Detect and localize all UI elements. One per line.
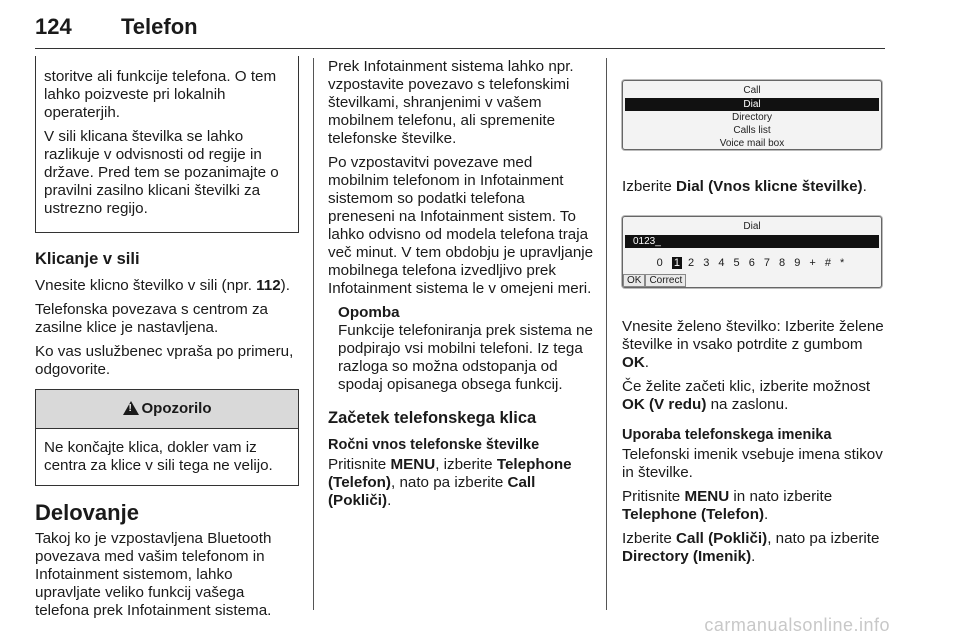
header-rule xyxy=(35,48,885,49)
dial-buttons xyxy=(623,274,686,287)
warning-icon xyxy=(123,401,139,415)
dial-number-entry: 0123_ xyxy=(625,235,879,248)
column-2 xyxy=(328,58,594,516)
warning-body: Ne končajte klica, dokler vam iz centra za klice v sili tega ne velijo. xyxy=(44,439,273,474)
menu-item-calls-list[interactable]: Calls list xyxy=(733,125,771,136)
paragraph-press-menu-2: Pritisnite MENU in nato izberite Telephone (Telefon). xyxy=(622,488,833,523)
screen-title: Call xyxy=(743,85,761,96)
column-divider-2 xyxy=(606,58,607,610)
paragraph-press-menu: Pritisnite MENU, izberite Telephone (Telefon), nato pa izberite Call (Pokliči). xyxy=(328,456,572,509)
dial-screen xyxy=(622,216,882,288)
paragraph-answer: Ko vas uslužbenec vpraša po primeru, odgovorite. xyxy=(35,343,294,378)
page-number: 124 xyxy=(35,14,72,39)
paragraph-transfer: Po vzpostavitvi povezave med mobilnim telefonom in Infotainment sistemom so podatki telefona preneseni na Infotainment sistem. To lahko odvisno od modela telefona traja več minut. V tem obdobju je upravljanje mobilnega telefona izvedljivo prek Infotainment sistema le v omejeni meri. xyxy=(328,154,594,297)
box-paragraph-2: V sili klicana številka se lahko razlikuje v odvisnosti od regije in države. Pred tem se pozanimajte o pravilni zasilno klicani številki za ustrezno regijo. xyxy=(44,128,279,217)
correct-button[interactable]: Correct xyxy=(645,274,686,287)
note-block xyxy=(338,304,594,394)
selected-digit[interactable]: 1 xyxy=(673,257,680,269)
page-header xyxy=(35,14,885,48)
warning-box xyxy=(35,389,299,486)
column-divider-1 xyxy=(313,58,314,610)
box-paragraph-1: storitve ali funkcije telefona. O tem lahko poizveste pri lokalnih operaterjih. xyxy=(44,68,277,121)
column-1 xyxy=(35,58,299,626)
paragraph-enter-digits: Vnesite želeno številko: Izberite želene številke in vsako potrdite z gumbom OK. xyxy=(622,318,884,371)
heading-start-call: Začetek telefonskega klica xyxy=(328,409,537,427)
heading-phonebook: Uporaba telefonskega imenika xyxy=(622,427,832,443)
continued-warning-box xyxy=(35,56,299,233)
heading-operation: Delovanje xyxy=(35,500,139,525)
dial-screen-title: Dial xyxy=(743,221,761,232)
menu-item-directory[interactable]: Directory xyxy=(731,112,772,123)
note-title: Opomba xyxy=(338,304,400,321)
page-title: Telefon xyxy=(121,14,198,39)
ok-button[interactable]: OK xyxy=(623,274,645,287)
paragraph-infotainment: Prek Infotainment sistema lahko npr. vzpostavite povezavo s telefonskimi številkami, shranjenimi v vašem mobilnem telefonu, ali spremenite telefonske številke. xyxy=(328,58,574,147)
heading-manual-entry: Ročni vnos telefonske številke xyxy=(328,437,540,453)
paragraph-phonebook: Telefonski imenik vsebuje imena stikov in številke. xyxy=(622,446,883,481)
paragraph-select-directory: Izberite Call (Pokliči), nato pa izberite Directory (Imenik). xyxy=(622,530,880,565)
watermark: carmanualsonline.info xyxy=(704,615,890,635)
paragraph-operation: Takoj ko je vzpostavljena Bluetooth povezava med vašim telefonom in Infotainment sistemom, lahko upravljate veliko funkcij vašega telefona prek Infotainment sistema. xyxy=(35,530,272,619)
paragraph-enter-number: Vnesite klicno številko v sili (npr. 112). xyxy=(35,277,290,294)
warning-header: !Opozorilo xyxy=(36,390,298,429)
menu-item-dial[interactable]: Dial xyxy=(625,98,879,111)
paragraph-select-dial: Izberite Dial (Vnos klicne številke). xyxy=(622,178,867,195)
note-body: Funkcije telefoniranja prek sistema ne podpirajo vsi mobilni telefoni. Iz tega razloga so možna odstopanja od spodaj opisanega obsega funkcij. xyxy=(338,322,593,393)
menu-item-voice-mail[interactable]: Voice mail box xyxy=(719,138,785,149)
call-menu-screen xyxy=(622,80,882,150)
digit-picker[interactable]: 0 1 2 3 4 5 6 7 8 9 + # * xyxy=(656,257,848,269)
paragraph-connection: Telefonska povezava s centrom za zasilne klice je nastavljena. xyxy=(35,301,268,336)
paragraph-start-call: Če želite začeti klic, izberite možnost OK (V redu) na zaslonu. xyxy=(622,378,871,413)
heading-emergency-call: Klicanje v sili xyxy=(35,250,140,268)
column-3 xyxy=(622,54,888,572)
